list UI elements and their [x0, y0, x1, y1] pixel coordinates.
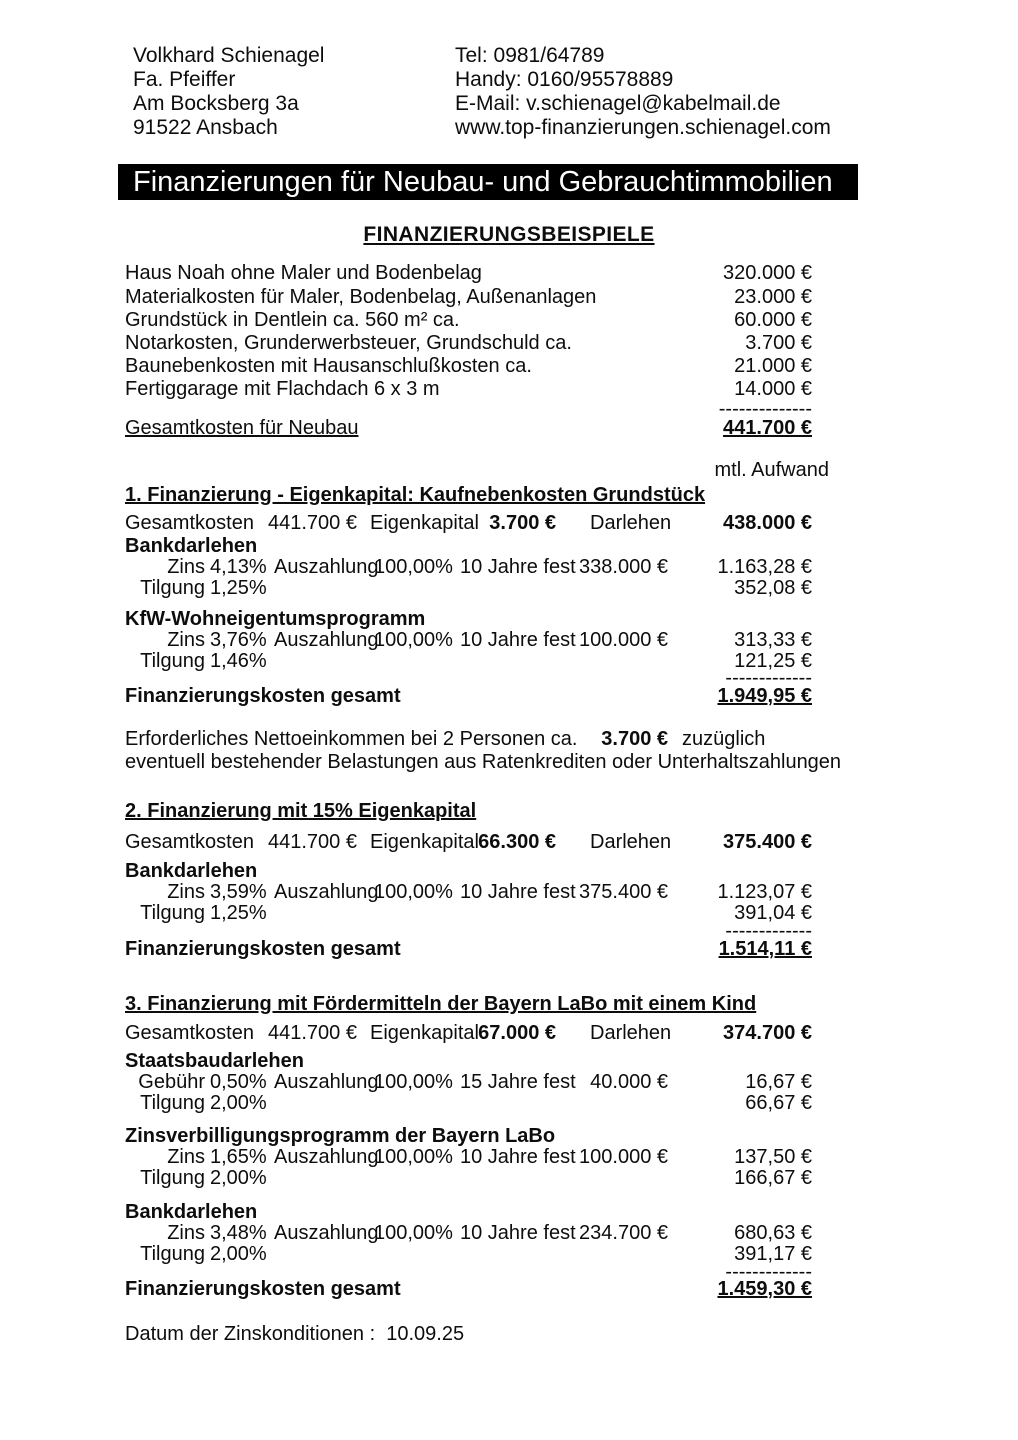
divider-dashes: -------------: [725, 920, 812, 942]
summary-loan-value: 375.400 €: [723, 831, 812, 853]
loan-tilgung-label: Tilgung: [140, 577, 205, 599]
loan-amount: 234.700 €: [579, 1222, 668, 1244]
cost-label: Notarkosten, Grunderwerbsteuer, Grundschuld ca.: [125, 332, 572, 354]
summary-equity-value: 66.300 €: [478, 831, 556, 853]
loan-payout-label: Auszahlung: [274, 1071, 379, 1093]
loan-payout-label: Auszahlung: [274, 556, 379, 578]
loan-tilgung-rate: 1,46%: [210, 650, 267, 672]
contact-name: Volkhard Schienagel: [133, 44, 325, 67]
summary-loan-label: Darlehen: [590, 1022, 672, 1044]
loan-payout-label: Auszahlung: [274, 629, 379, 651]
loan-rate: 3,48%: [210, 1222, 267, 1244]
loan-payout: 100,00%: [374, 1222, 453, 1244]
loan-monthly: 66,67 €: [745, 1092, 812, 1114]
contact-company: Fa. Pfeiffer: [133, 68, 236, 91]
loan-payout-label: Auszahlung: [274, 1222, 379, 1244]
loan-amount: 100.000 €: [579, 629, 668, 651]
summary-loan-label: Darlehen: [590, 831, 672, 853]
cost-value: 320.000 €: [723, 262, 812, 284]
loan-tilgung-label: Tilgung: [140, 650, 205, 672]
loan-amount: 338.000 €: [579, 556, 668, 578]
cost-value: 60.000 €: [734, 309, 812, 331]
loan-tilgung-label: Tilgung: [140, 1243, 205, 1265]
income-note-suffix: zuzüglich: [682, 728, 766, 750]
loan-rate: 3,76%: [210, 629, 267, 651]
loan-monthly: 1.163,28 €: [717, 556, 812, 578]
loan-rate-label: Zins: [167, 881, 205, 903]
loan-term: 10 Jahre fest: [460, 556, 576, 578]
loan-term: 10 Jahre fest: [460, 629, 576, 651]
summary-total-label: Gesamtkosten: [125, 512, 254, 534]
cost-total-value: 441.700 €: [723, 417, 812, 439]
summary-total-label: Gesamtkosten: [125, 1022, 254, 1044]
loan-name: Zinsverbilligungsprogramm der Bayern LaBo: [125, 1125, 556, 1147]
conditions-date: Datum der Zinskonditionen : 10.09.25: [125, 1323, 465, 1345]
financing-total-value: 1.459,30 €: [717, 1278, 812, 1300]
loan-payout: 100,00%: [374, 1071, 453, 1093]
cost-total-label: Gesamtkosten für Neubau: [125, 417, 359, 439]
cost-label: Haus Noah ohne Maler und Bodenbelag: [125, 262, 482, 284]
loan-amount: 40.000 €: [590, 1071, 668, 1093]
financing-total-value: 1.514,11 €: [718, 938, 812, 960]
cost-value: 3.700 €: [745, 332, 812, 354]
loan-amount: 100.000 €: [579, 1146, 668, 1168]
summary-loan-value: 374.700 €: [723, 1022, 812, 1044]
summary-loan-label: Darlehen: [590, 512, 672, 534]
divider-dashes: --------------: [718, 398, 812, 420]
loan-monthly: 121,25 €: [734, 650, 812, 672]
loan-rate-label: Zins: [167, 556, 205, 578]
page-title: FINANZIERUNGSBEISPIELE: [363, 223, 655, 246]
loan-monthly: 313,33 €: [734, 629, 812, 651]
summary-equity-label: Eigenkapital: [370, 1022, 479, 1044]
cost-value: 21.000 €: [734, 355, 812, 377]
loan-payout-label: Auszahlung: [274, 1146, 379, 1168]
loan-term: 10 Jahre fest: [460, 881, 576, 903]
loan-tilgung-rate: 2,00%: [210, 1167, 267, 1189]
divider-dashes: -------------: [725, 1261, 812, 1283]
loan-payout: 100,00%: [374, 629, 453, 651]
loan-term: 10 Jahre fest: [460, 1222, 576, 1244]
contact-street: Am Bocksberg 3a: [133, 92, 299, 115]
contact-city: 91522 Ansbach: [133, 116, 278, 139]
income-note-text: Erforderliches Nettoeinkommen bei 2 Personen ca.: [125, 728, 578, 750]
loan-name: KfW-Wohneigentumsprogramm: [125, 608, 426, 630]
summary-equity-value: 3.700 €: [489, 512, 556, 534]
loan-rate-label: Zins: [167, 1146, 205, 1168]
loan-term: 15 Jahre fest: [460, 1071, 576, 1093]
summary-total-value: 441.700 €: [268, 1022, 357, 1044]
loan-payout: 100,00%: [374, 556, 453, 578]
section-heading: 3. Finanzierung mit Fördermitteln der Bayern LaBo mit einem Kind: [125, 993, 757, 1015]
loan-payout-label: Auszahlung: [274, 881, 379, 903]
cost-value: 14.000 €: [734, 378, 812, 400]
summary-equity-value: 67.000 €: [478, 1022, 556, 1044]
financing-total-label: Finanzierungskosten gesamt: [125, 938, 401, 960]
loan-tilgung-rate: 1,25%: [210, 577, 267, 599]
loan-monthly: 391,04 €: [734, 902, 812, 924]
summary-total-value: 441.700 €: [268, 512, 357, 534]
loan-rate: 1,65%: [210, 1146, 267, 1168]
summary-total-value: 441.700 €: [268, 831, 357, 853]
summary-equity-label: Eigenkapital: [370, 831, 479, 853]
loan-amount: 375.400 €: [579, 881, 668, 903]
income-note-text: eventuell bestehender Belastungen aus Ratenkrediten oder Unterhaltszahlungen: [125, 751, 842, 773]
loan-term: 10 Jahre fest: [460, 1146, 576, 1168]
loan-tilgung-label: Tilgung: [140, 1092, 205, 1114]
loan-name: Bankdarlehen: [125, 535, 258, 557]
cost-label: Fertiggarage mit Flachdach 6 x 3 m: [125, 378, 440, 400]
cost-label: Grundstück in Dentlein ca. 560 m² ca.: [125, 309, 460, 331]
loan-monthly: 352,08 €: [734, 577, 812, 599]
loan-tilgung-rate: 1,25%: [210, 902, 267, 924]
cost-label: Baunebenkosten mit Hausanschlußkosten ca.: [125, 355, 532, 377]
summary-total-label: Gesamtkosten: [125, 831, 254, 853]
loan-monthly: 137,50 €: [734, 1146, 812, 1168]
financing-total-label: Finanzierungskosten gesamt: [125, 1278, 401, 1300]
section-heading: 2. Finanzierung mit 15% Eigenkapital: [125, 800, 477, 822]
section-heading: 1. Finanzierung - Eigenkapital: Kaufnebenkosten Grundstück: [125, 484, 706, 506]
loan-monthly: 680,63 €: [734, 1222, 812, 1244]
loan-rate-label: Zins: [167, 629, 205, 651]
loan-tilgung-label: Tilgung: [140, 902, 205, 924]
loan-rate: 0,50%: [210, 1071, 267, 1093]
loan-tilgung-label: Tilgung: [140, 1167, 205, 1189]
loan-rate-label: Gebühr: [138, 1071, 205, 1093]
loan-monthly: 166,67 €: [734, 1167, 812, 1189]
loan-name: Bankdarlehen: [125, 1201, 258, 1223]
loan-rate: 3,59%: [210, 881, 267, 903]
contact-website: www.top-finanzierungen.schienagel.com: [455, 116, 831, 139]
loan-payout: 100,00%: [374, 881, 453, 903]
loan-monthly: 1.123,07 €: [717, 881, 812, 903]
financing-total-value: 1.949,95 €: [717, 685, 812, 707]
loan-rate: 4,13%: [210, 556, 267, 578]
summary-equity-label: Eigenkapital: [370, 512, 479, 534]
banner: [118, 164, 858, 200]
contact-tel: Tel: 0981/64789: [455, 44, 605, 67]
loan-monthly: 391,17 €: [734, 1243, 812, 1265]
banner-text: Finanzierungen für Neubau- und Gebrauchtimmobilien: [133, 165, 833, 198]
loan-monthly: 16,67 €: [745, 1071, 812, 1093]
contact-handy: Handy: 0160/95578889: [455, 68, 674, 91]
divider-dashes: -------------: [725, 667, 812, 689]
loan-payout: 100,00%: [374, 1146, 453, 1168]
cost-value: 23.000 €: [734, 286, 812, 308]
cost-label: Materialkosten für Maler, Bodenbelag, Außenanlagen: [125, 286, 597, 308]
financing-total-label: Finanzierungskosten gesamt: [125, 685, 401, 707]
loan-rate-label: Zins: [167, 1222, 205, 1244]
contact-email: E-Mail: v.schienagel@kabelmail.de: [455, 92, 781, 115]
loan-name: Bankdarlehen: [125, 860, 258, 882]
summary-loan-value: 438.000 €: [723, 512, 812, 534]
income-note-value: 3.700 €: [601, 728, 668, 750]
loan-tilgung-rate: 2,00%: [210, 1092, 267, 1114]
loan-name: Staatsbaudarlehen: [125, 1050, 304, 1072]
loan-tilgung-rate: 2,00%: [210, 1243, 267, 1265]
monthly-column-header: mtl. Aufwand: [714, 459, 829, 481]
